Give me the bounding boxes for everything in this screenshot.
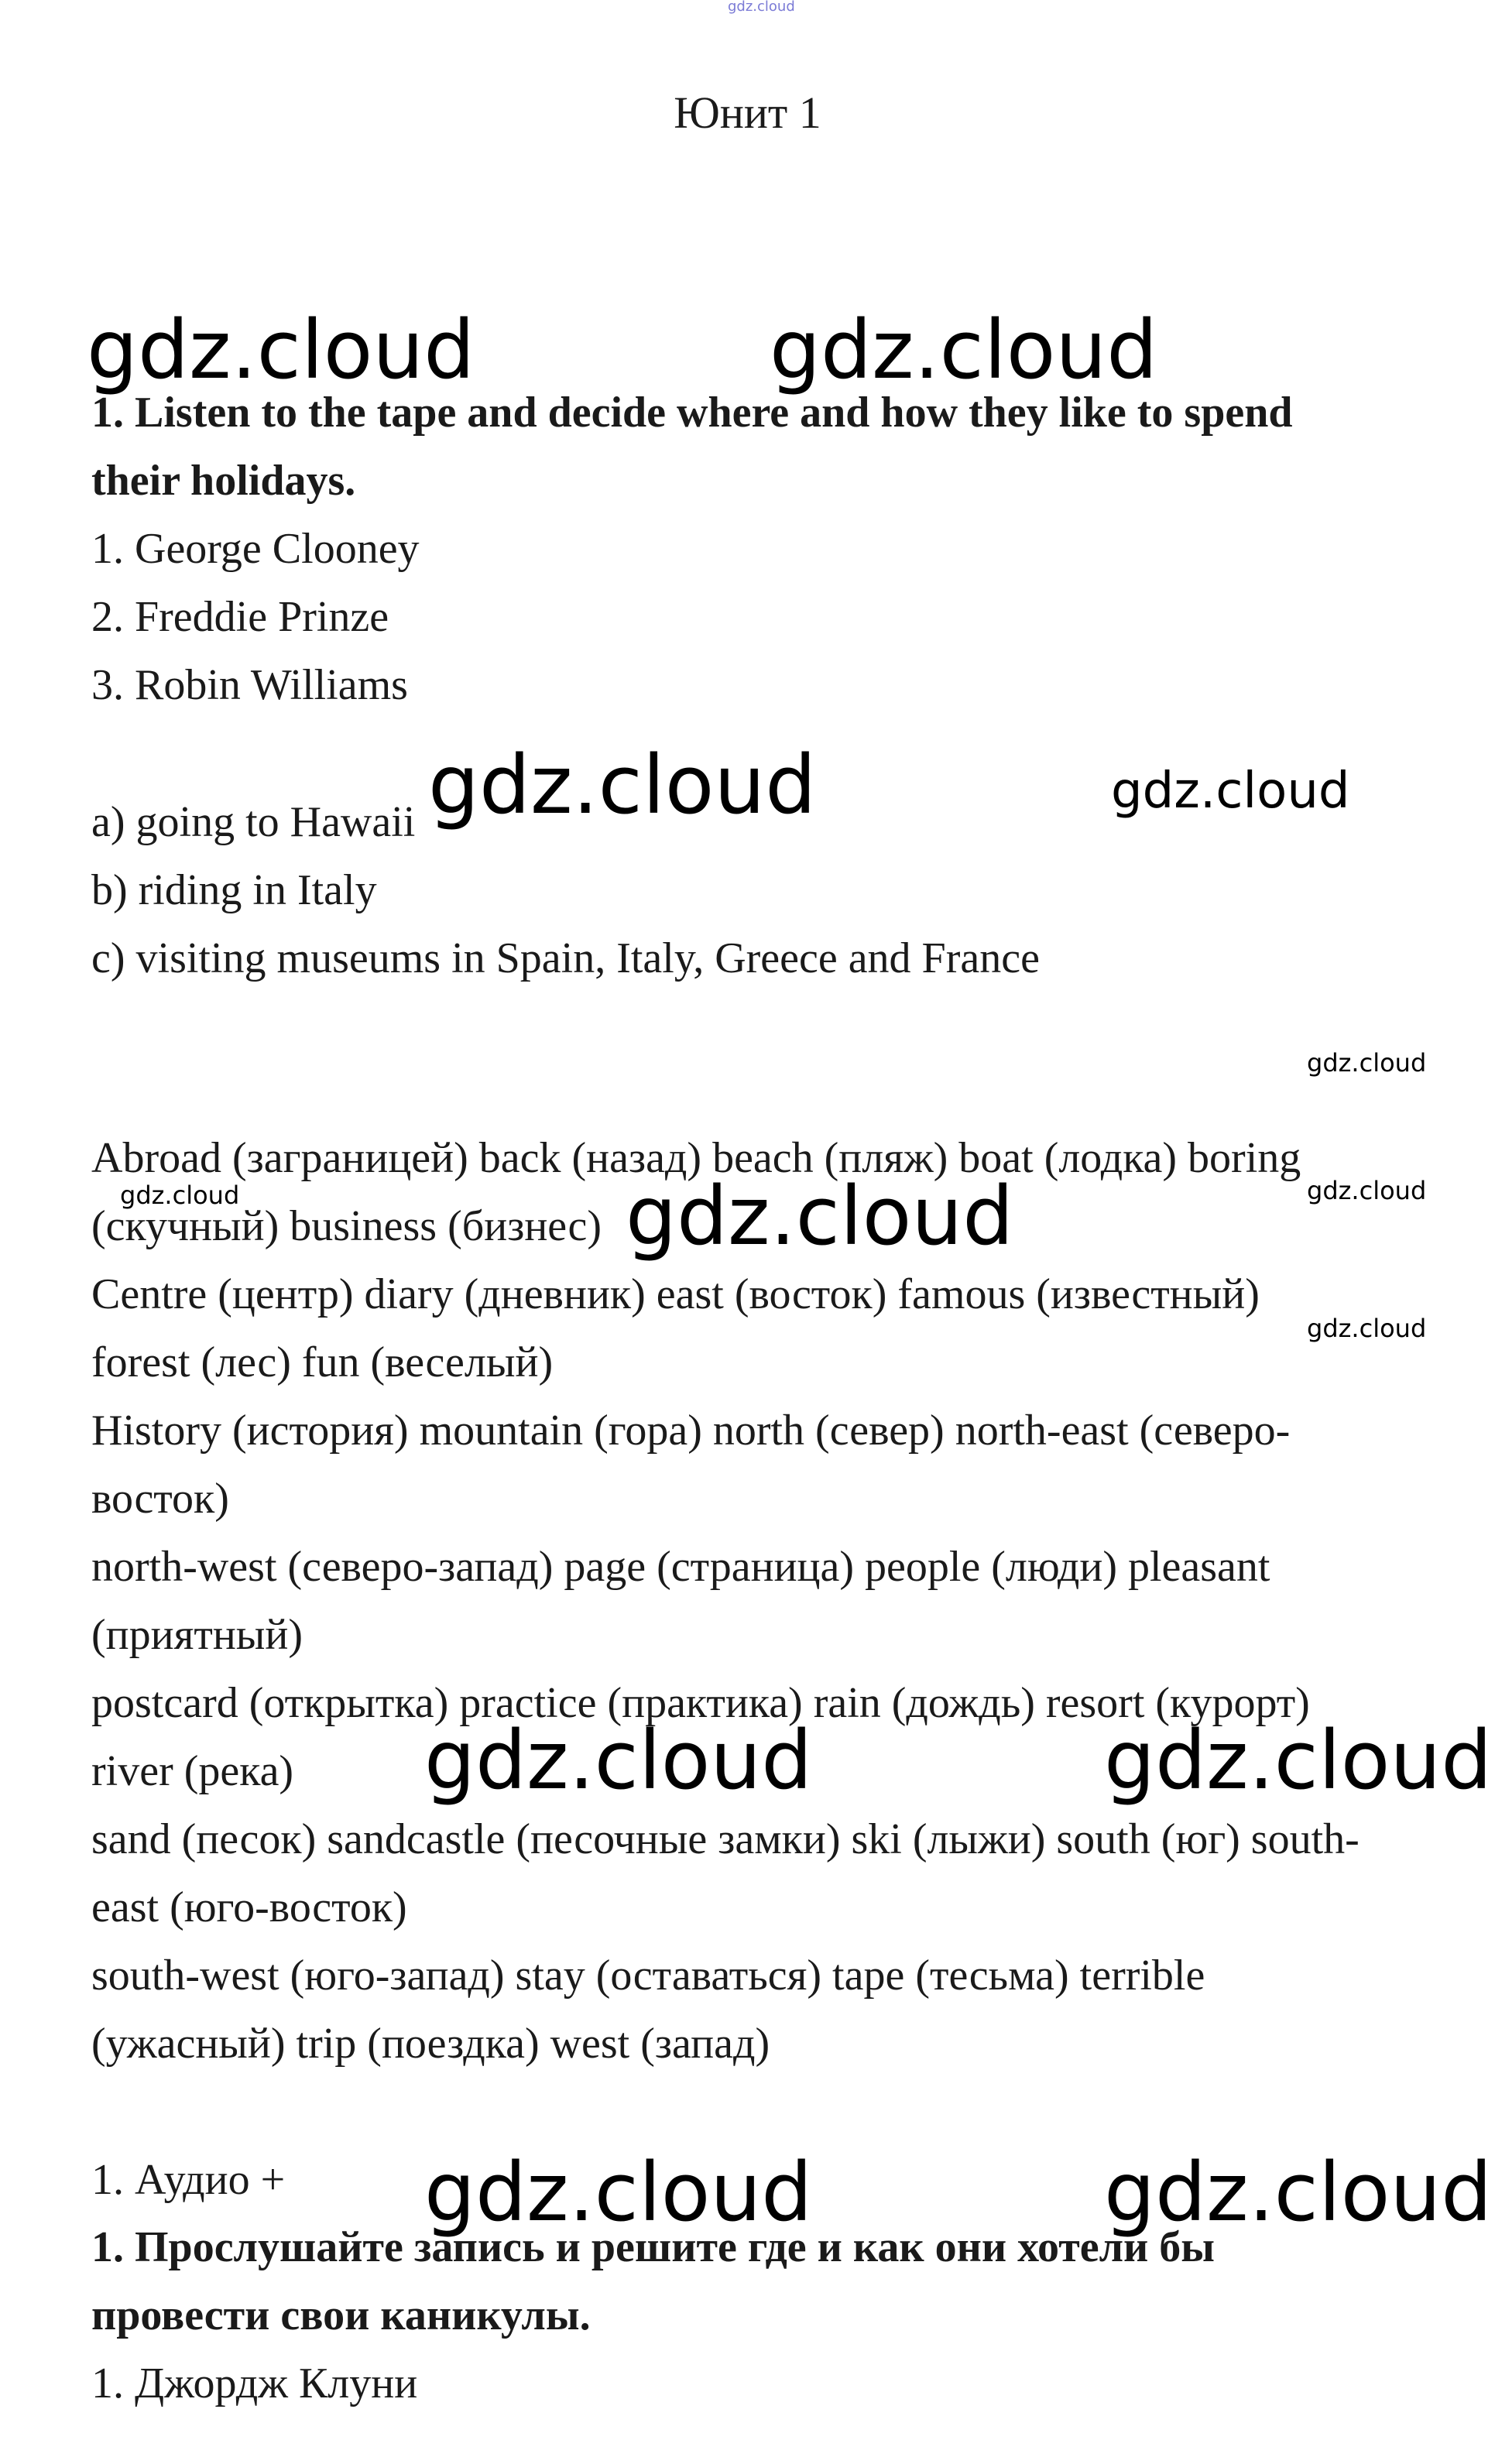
audio-label: 1. Аудио + — [91, 2156, 286, 2204]
person-item: 2. Freddie Prinze — [91, 593, 389, 641]
option-item: b) riding in Italy — [91, 866, 377, 914]
option-item: c) visiting museums in Spain, Italy, Greece and France — [91, 934, 1040, 982]
vocab-line: восток) — [91, 1475, 229, 1523]
vocab-line: forest (лес) fun (веселый) — [91, 1338, 554, 1386]
vocab-line: east (юго-восток) — [91, 1883, 407, 1931]
vocab-line: (приятный) — [91, 1611, 303, 1659]
watermark: gdz.cloud — [424, 2145, 813, 2240]
vocab-line: Abroad (заграницей) back (назад) beach (пляж) boat (лодка) boring — [91, 1134, 1301, 1182]
watermark: gdz.cloud — [1307, 1176, 1427, 1205]
watermark: gdz.cloud — [626, 1169, 1014, 1263]
vocab-line: south-west (юго-запад) stay (оставаться) tape (тесьма) terrible — [91, 1952, 1205, 2000]
watermark: gdz.cloud — [424, 1713, 813, 1808]
watermark: gdz.cloud — [428, 738, 817, 832]
person-item-ru: 1. Джордж Клуни — [91, 2359, 418, 2407]
watermark: gdz.cloud — [1104, 2145, 1493, 2240]
page-title: Юнит 1 — [674, 87, 821, 138]
vocab-line: river (река) — [91, 1747, 294, 1795]
vocab-line: (скучный) business (бизнес) — [91, 1202, 602, 1250]
task-heading-line1: 1. Listen to the tape and decide where and how they like to spend — [91, 389, 1293, 437]
vocab-line: (ужасный) trip (поездка) west (запад) — [91, 2020, 770, 2068]
watermark: gdz.cloud — [87, 303, 475, 397]
watermark-top-small: gdz.cloud — [728, 0, 795, 15]
vocab-line: postcard (открытка) practice (практика) rain (дождь) resort (курорт) — [91, 1679, 1310, 1727]
vocab-line: sand (песок) sandcastle (песочные замки) ski (лыжи) south (юг) south- — [91, 1815, 1360, 1863]
watermark: gdz.cloud — [120, 1181, 240, 1210]
task-heading-line2: their holidays. — [91, 457, 356, 505]
watermark: gdz.cloud — [1104, 1713, 1493, 1808]
vocab-line: north-west (северо-запад) page (страница) people (люди) pleasant — [91, 1543, 1270, 1591]
task-heading-ru-line1: 1. Прослушайте запись и решите где и как они хотели бы — [91, 2223, 1216, 2271]
watermark: gdz.cloud — [770, 303, 1158, 397]
task-heading-ru-line2: провести свои каникулы. — [91, 2291, 591, 2339]
person-item: 1. George Clooney — [91, 525, 420, 573]
option-item: a) going to Hawaii — [91, 798, 416, 846]
person-item: 3. Robin Williams — [91, 661, 408, 709]
vocab-line: History (история) mountain (гора) north (север) north-east (северо- — [91, 1407, 1291, 1455]
watermark: gdz.cloud — [1111, 763, 1350, 820]
watermark: gdz.cloud — [1307, 1048, 1427, 1078]
watermark: gdz.cloud — [1307, 1314, 1427, 1343]
vocab-line: Centre (центр) diary (дневник) east (восток) famous (известный) — [91, 1270, 1260, 1318]
